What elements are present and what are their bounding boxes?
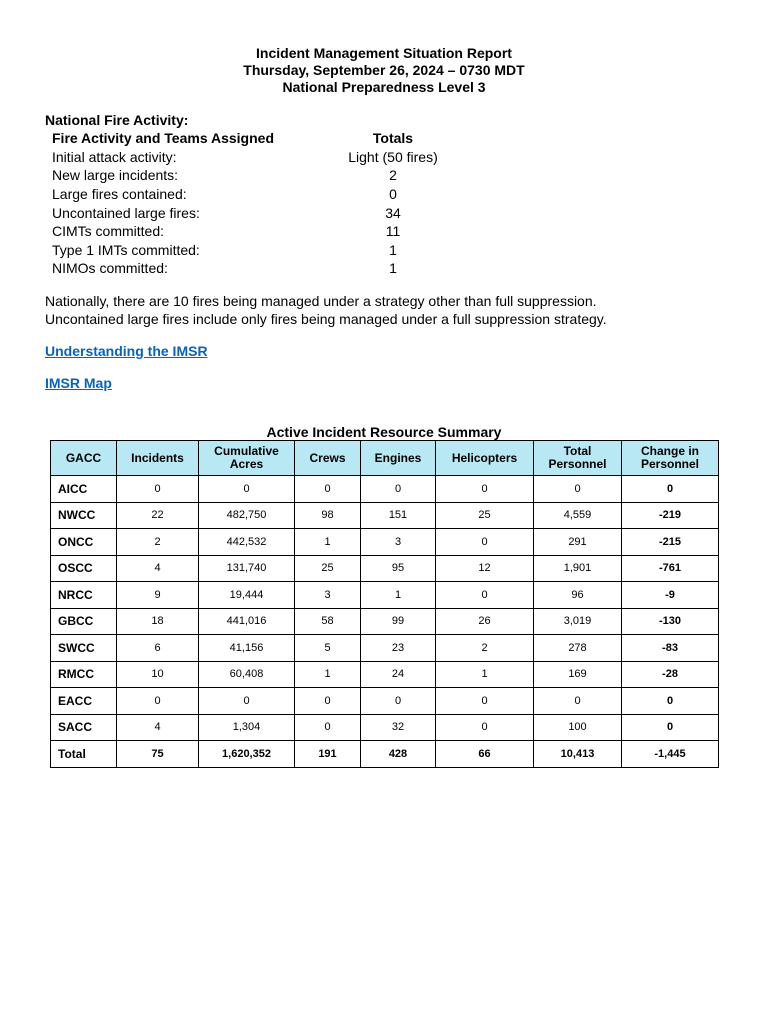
table-cell: 26 [436,608,534,635]
fire-activity-list [52,129,482,278]
table-cell: 1 [295,529,361,556]
understanding-imsr-link[interactable]: Understanding the IMSR [45,343,208,359]
table-cell: 19,444 [199,582,295,609]
table-cell: 0 [199,476,295,503]
table-row [51,502,719,529]
fire-activity-row [52,166,482,185]
change-cell: 0 [622,476,719,503]
fire-activity-row [52,259,482,278]
column-header: Incidents [117,441,199,476]
activity-value: 34 [385,204,401,221]
table-cell: 0 [361,476,436,503]
table-cell: 3,019 [534,608,622,635]
activity-value: 0 [389,186,397,203]
activity-value: 1 [389,260,397,277]
change-cell: -130 [622,608,719,635]
column-header: Helicopters [436,441,534,476]
table-cell: 24 [361,661,436,688]
suppression-note-line-1: Nationally, there are 10 fires being managed under a strategy other than full suppression. [45,293,597,309]
table-cell: 22 [117,502,199,529]
table-row [51,555,719,582]
activity-value: Light (50 fires) [348,148,438,165]
fire-activity-column-label: Fire Activity and Teams Assigned [52,130,274,147]
table-cell: 6 [117,635,199,662]
gacc-cell: EACC [51,688,117,715]
table-row [51,529,719,556]
table-cell: 2 [436,635,534,662]
preparedness-level: National Preparedness Level 3 [282,79,486,95]
table-row [51,476,719,503]
table-cell: 60,408 [199,661,295,688]
table-cell: 0 [199,688,295,715]
table-row [51,714,719,741]
column-header: Engines [361,441,436,476]
imsr-map-link[interactable]: IMSR Map [45,375,112,391]
table-cell: 441,016 [199,608,295,635]
table-cell: 169 [534,661,622,688]
table-cell: 0 [295,476,361,503]
column-header: GACC [51,441,117,476]
table-cell: 0 [534,476,622,503]
table-total-row [51,741,719,768]
table-cell: 0 [295,714,361,741]
activity-label: CIMTs committed: [52,223,165,240]
gacc-cell: NWCC [51,502,117,529]
gacc-cell: Total [51,741,117,768]
table-cell: 75 [117,741,199,768]
column-header: Cumulative Acres [199,441,295,476]
table-cell: 25 [436,502,534,529]
report-date: Thursday, September 26, 2024 – 0730 MDT [243,62,525,78]
activity-value: 2 [389,167,397,184]
table-cell: 1 [295,661,361,688]
table-cell: 442,532 [199,529,295,556]
activity-label: Large fires contained: [52,186,187,203]
table-row [51,661,719,688]
gacc-cell: AICC [51,476,117,503]
table-cell: 66 [436,741,534,768]
resource-summary-table [50,440,719,768]
gacc-cell: SACC [51,714,117,741]
table-cell: 12 [436,555,534,582]
table-cell: 4 [117,555,199,582]
table-cell: 2 [117,529,199,556]
table-cell: 0 [436,714,534,741]
fire-activity-row [52,203,482,222]
resource-summary-title: Active Incident Resource Summary [266,424,502,440]
gacc-cell: RMCC [51,661,117,688]
table-cell: 4,559 [534,502,622,529]
national-fire-activity-heading: National Fire Activity: [45,112,189,128]
totals-column-label: Totals [372,130,414,147]
fire-activity-row [52,222,482,241]
table-cell: 25 [295,555,361,582]
gacc-cell: GBCC [51,608,117,635]
table-cell: 0 [117,688,199,715]
table-cell: 0 [534,688,622,715]
table-cell: 428 [361,741,436,768]
fire-activity-row [52,185,482,204]
table-cell: 5 [295,635,361,662]
gacc-cell: OSCC [51,555,117,582]
change-cell: -215 [622,529,719,556]
change-cell: -28 [622,661,719,688]
table-row [51,635,719,662]
change-cell: -83 [622,635,719,662]
table-cell: 0 [436,476,534,503]
change-cell: -9 [622,582,719,609]
change-cell: -761 [622,555,719,582]
fire-activity-row [52,241,482,260]
table-cell: 0 [436,688,534,715]
activity-value: 11 [385,223,401,240]
table-header-row [51,441,719,476]
gacc-cell: SWCC [51,635,117,662]
activity-label: Type 1 IMTs committed: [52,241,200,258]
table-cell: 41,156 [199,635,295,662]
column-header: Total Personnel [534,441,622,476]
table-cell: 482,750 [199,502,295,529]
table-cell: 10,413 [534,741,622,768]
table-cell: 0 [295,688,361,715]
table-cell: 23 [361,635,436,662]
suppression-note [45,292,745,328]
table-cell: 191 [295,741,361,768]
activity-label: New large incidents: [52,167,179,184]
table-cell: 0 [361,688,436,715]
gacc-cell: NRCC [51,582,117,609]
change-cell: 0 [622,714,719,741]
table-cell: 18 [117,608,199,635]
table-cell: 98 [295,502,361,529]
table-body [51,476,719,768]
activity-label: Initial attack activity: [52,148,177,165]
table-cell: 100 [534,714,622,741]
table-cell: 58 [295,608,361,635]
table-cell: 0 [436,582,534,609]
column-header: Change in Personnel [622,441,719,476]
report-title: Incident Management Situation Report [256,45,512,61]
table-cell: 1 [361,582,436,609]
table-cell: 291 [534,529,622,556]
table-cell: 32 [361,714,436,741]
table-cell: 0 [436,529,534,556]
table-cell: 278 [534,635,622,662]
table-cell: 1,304 [199,714,295,741]
table-cell: 96 [534,582,622,609]
table-cell: 99 [361,608,436,635]
table-cell: 10 [117,661,199,688]
table-cell: 9 [117,582,199,609]
activity-label: NIMOs committed: [52,260,168,277]
suppression-note-line-2: Uncontained large fires include only fires being managed under a full suppression strategy. [45,311,607,327]
table-cell: 3 [361,529,436,556]
table-cell: 1 [436,661,534,688]
table-cell: 151 [361,502,436,529]
table-cell: 131,740 [199,555,295,582]
change-cell: 0 [622,688,719,715]
change-cell: -1,445 [622,741,719,768]
table-row [51,582,719,609]
gacc-cell: ONCC [51,529,117,556]
table-cell: 0 [117,476,199,503]
table-cell: 3 [295,582,361,609]
table-row [51,608,719,635]
fire-activity-header-row [52,129,482,148]
table-cell: 1,901 [534,555,622,582]
table-cell: 4 [117,714,199,741]
table-cell: 1,620,352 [199,741,295,768]
activity-label: Uncontained large fires: [52,204,200,221]
table-cell: 95 [361,555,436,582]
fire-activity-row [52,148,482,167]
change-cell: -219 [622,502,719,529]
column-header: Crews [295,441,361,476]
report-header [0,45,768,96]
table-row [51,688,719,715]
activity-value: 1 [389,241,397,258]
